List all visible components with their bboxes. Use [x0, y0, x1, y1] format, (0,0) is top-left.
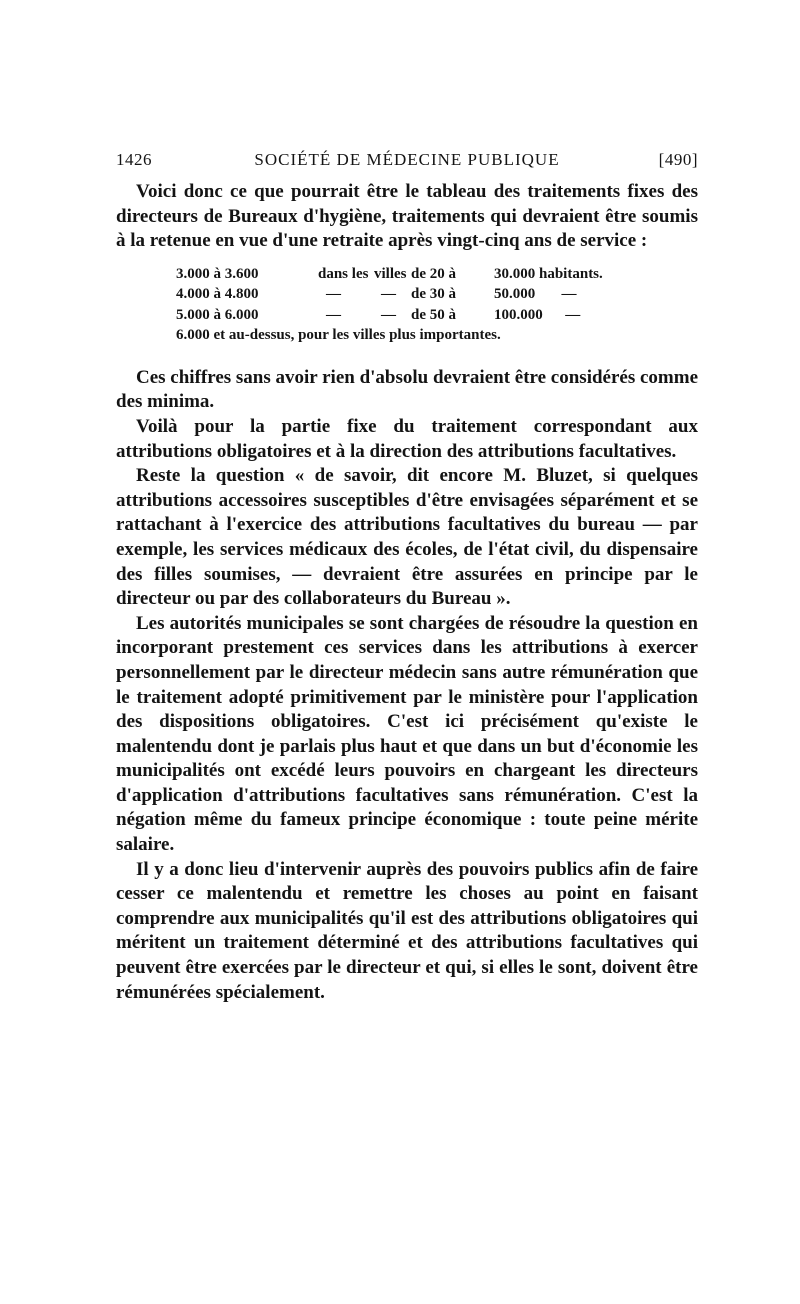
table-text: villes: [374, 265, 407, 282]
town-size: de 30 à: [411, 286, 456, 303]
table-row: [176, 284, 698, 305]
body-text: [116, 180, 698, 1005]
salary-table: [176, 264, 698, 346]
salary-range: 4.000 à 4.800: [176, 286, 259, 303]
population: 100.000 —: [494, 306, 581, 323]
salary-range: 3.000 à 3.600: [176, 265, 259, 282]
town-size: de 50 à: [411, 306, 456, 323]
table-last-row: 6.000 et au-dessus, pour les villes plus importantes.: [176, 327, 501, 344]
paragraph: Reste la question « de savoir, dit encore M. Bluzet, si quelques attributions accessoires susceptibles d'être envisagées séparément et se rattachant à l'exercice des attributions facultatives du bureau — par exemple, les services médicaux des écoles, de l'état civil, du dispensaire des filles soumises, — devraient être assurées en principe par le directeur ou par des collaborateurs du Bureau ».: [116, 465, 698, 610]
table-row: [176, 264, 698, 285]
table-row: [176, 305, 698, 326]
original-page-number: [490]: [658, 150, 698, 169]
ditto-mark: —: [381, 306, 396, 323]
paragraph-intro: Voici donc ce que pourrait être le tableau des traitements fixes des directeurs de Bureaux d'hygiène, traitements qui devraient être soumis à la retenue en vue d'une retraite après vingt-cinq ans de service :: [116, 181, 698, 252]
salary-range: 5.000 à 6.000: [176, 306, 259, 323]
paragraph: Ces chiffres sans avoir rien d'absolu devraient être considérés comme des minima.: [116, 366, 699, 413]
paragraph: Voilà pour la partie fixe du traitement correspondant aux attributions obligatoires et à la direction des attributions facultatives.: [116, 415, 698, 462]
ditto-mark: —: [326, 306, 341, 323]
page-number: 1426: [116, 150, 152, 169]
table-text: dans les: [318, 265, 369, 282]
running-title: SOCIÉTÉ DE MÉDECINE PUBLIQUE: [254, 150, 560, 169]
ditto-mark: —: [381, 286, 396, 303]
page-header: [116, 150, 698, 174]
paragraph: Il y a donc lieu d'intervenir auprès des pouvoirs publics afin de faire cesser ce malentendu et remettre les choses au point en faisant comprendre aux municipalités qu'il est des attributions obligatoires qui méritent un traitement déterminé et des attributions facultatives qui peuvent être exercées par le directeur et qui, si elles le sont, doivent être rémunérées spécialement.: [116, 858, 698, 1003]
ditto-mark: —: [326, 286, 341, 303]
paragraph: Les autorités municipales se sont chargées de résoudre la question en incorporant prestement ces services dans les attributions à exercer personnellement par le directeur médecin sans autre rémunération que le traitement adopté primitivement par le ministère pour l'application des dispositions obligatoires. C'est ici précisément qu'existe le malentendu dont je parlais plus haut et que dans un but d'économie les municipalités ont excédé leurs pouvoirs en chargeant les directeurs d'application d'attributions facultatives sans rémunération. C'est la négation même du fameux principe économique : toute peine mérite salaire.: [116, 612, 698, 856]
population: 30.000 habitants.: [494, 265, 603, 282]
town-size: de 20 à: [411, 265, 456, 282]
table-row: [176, 325, 698, 346]
population: 50.000 —: [494, 286, 577, 303]
